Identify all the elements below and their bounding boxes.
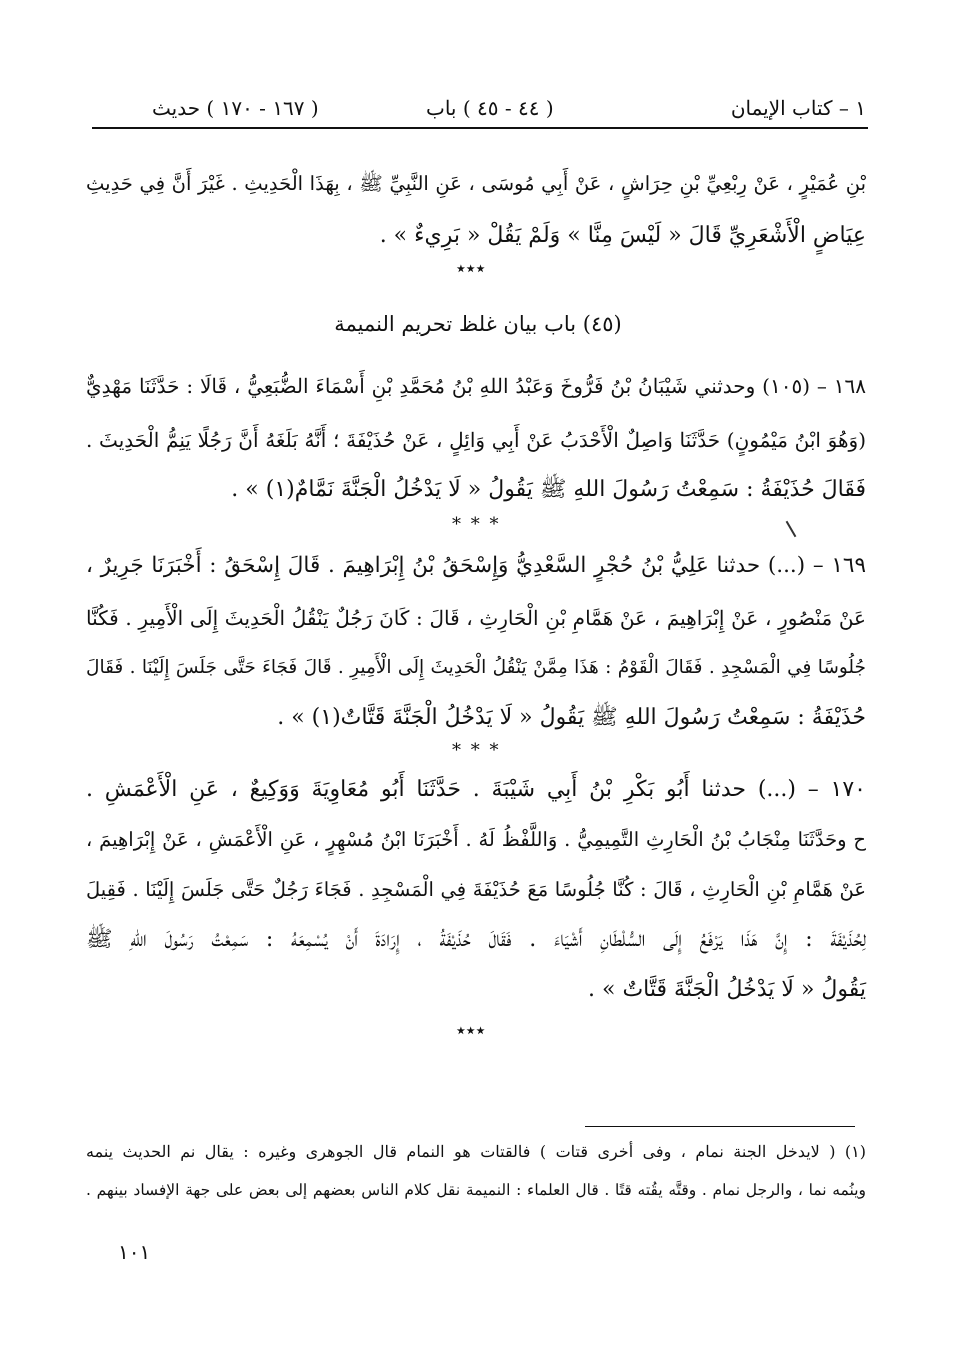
text-line: ١٧٠ – (...) حدثنا أَبُو بَكْرِ بْنُ أَبِي شَيْبَةَ . حَدَّثَنَا أَبُو مُعَاوِيَةَ وَوَكِيعٌ ، عَنِ الْأَعْمَشِ .	[86, 777, 866, 802]
text-line: حُذَيْفَةُ : سَمِعْتُ رَسُولَ اللهِ ﷺ يَقُولُ « لَا يَدْخُلُ الْجَنَّةَ قَتَّاتٌ(١) » .	[277, 705, 866, 730]
separator-stars: ٭٭٭	[456, 258, 486, 279]
text-line: (وَهُوَ ابْنُ مَيْمُونٍ) حَدَّثَنَا وَاصِلٌ الْأَحْدَبُ عَنْ أَبِي وَائِلٍ ، عَنْ حُذَيْفَةَ ؛ أَنَّهُ بَلَغَهُ أَنَّ رَجُلًا يَنِمُّ الْحَدِيثَ .	[86, 428, 866, 452]
text-line: بْنِ عُمَيْرٍ ، عَنْ رِبْعِيِّ بْنِ حِرَاشٍ ، عَنْ أَبِي مُوسَى ، عَنِ النَّبِيِّ ﷺ ، بِهَذَا الْحَدِيثِ . غَيْرَ أَنَّ فِي حَدِيثِ	[86, 172, 866, 195]
separator-stars: * * *	[452, 740, 501, 761]
footnote-line: وينُمه نما ، والرجل نمام . وقتَّه يقُته قتًا . قال العلماء : النميمة نقل كلام الناس بعضهم إلى بعض على جهة الإفساد بينهم .	[86, 1181, 866, 1199]
header-hadith-range: ( ١٦٧ - ١٧٠ ) حديث	[152, 96, 319, 120]
running-header	[96, 92, 866, 126]
header-bab: ( ٤٤ - ٤٥ ) باب	[426, 96, 554, 120]
text-line: ١٦٨ – (١٠٥) وحدثني شَيْبَانُ بْنُ فَرُّوخَ وَعَبْدُ اللهِ بْنُ مُحَمَّدِ بْنِ أَسْمَاءَ الضُّبَعِيُّ ، قَالَا : حَدَّثَنَا مَهْدِيٌّ	[86, 374, 866, 398]
separator-stars: ٭٭٭	[456, 1020, 486, 1041]
page-number: ١٠١	[118, 1240, 151, 1264]
text-line: عَنْ مَنْصُورٍ ، عَنْ إِبْرَاهِيمَ ، عَنْ هَمَّامِ بْنِ الْحَارِثِ ، قَالَ : كَانَ رَجُلٌ يَنْقُلُ الْحَدِيثَ إِلَى الْأَمِيرِ . فَكُنَّا	[86, 606, 866, 630]
text-line: جُلُوسًا فِي الْمَسْجِدِ . فَقَالَ الْقَوْمُ : هَذَا مِمَّنْ يَنْقُلُ الْحَدِيثَ إِلَى الْأَمِيرِ . قَالَ فَجَاءَ حَتَّى جَلَسَ إِلَيْنَا . فَقَالَ	[86, 657, 866, 678]
footnote-line: (١) ( لايدخل الجنة نمام ، وفى أخرى قتات ) فالقتات هو النمام قال الجوهرى وغيره : يقال نم الحديث ينمه	[86, 1142, 866, 1161]
chapter-title: (٤٥) باب بيان غلظ تحريم النميمة	[334, 312, 622, 336]
footnote-rule	[585, 1126, 855, 1127]
text-line: فَقَالَ حُذَيْفَةُ : سَمِعْتُ رَسُولَ اللهِ ﷺ يَقُولُ « لَا يَدْخُلُ الْجَنَّةَ نَمَّامٌ(١) » .	[231, 477, 866, 502]
text-line: ١٦٩ – (...) حدثنا عَلِيُّ بْنُ حُجْرٍ السَّعْدِيُّ وَإِسْحَقُ بْنُ إِبْرَاهِيمَ . قَالَ إِسْحَقُ : أَخْبَرَنَا جَرِيرٌ ،	[86, 553, 866, 578]
header-rule	[92, 127, 868, 129]
text-line: عَنْ هَمَّامِ بْنِ الْحَارِثِ ، قَالَ : كُنَّا جُلُوسًا مَعَ حُذَيْفَةَ فِي الْمَسْجِدِ . فَجَاءَ رَجُلٌ حَتَّى جَلَسَ إِلَيْنَا . فَقِيلَ	[86, 878, 866, 901]
header-chapter: ١ – كتاب الإيمان	[730, 96, 866, 120]
text-line: عِيَاضٍ الْأَشْعَرِيِّ قَالَ « لَيْسَ مِنَّا » وَلَمْ يَقُلْ « بَرِيءٌ » .	[379, 223, 866, 248]
text-line: ح وحَدَّثَنَا مِنْجَابُ بْنُ الْحَارِثِ التَّمِيمِيُّ . وَاللَّفْظُ لَهُ . أَخْبَرَنَا ابْنُ مُسْهِرٍ ، عَنِ الْأَعْمَشِ ، عَنْ إِبْرَاهِيمَ ،	[86, 828, 866, 851]
text-line: يَقُولُ « لَا يَدْخُلُ الْجَنَّةَ قَتَّاتٌ » .	[588, 977, 866, 1002]
separator-stars: * * *	[452, 514, 501, 535]
stray-mark	[786, 521, 797, 538]
text-line: لِحُذَيْفَةَ : إِنَّ هَذَا يَرْفَعُ إِلَى السُّلْطَانِ أَشْيَاءَ . فَقَالَ حُذَيْفَةُ ، إِرَادَةَ أَنْ يُسْمِعَهُ : سَمِعْتُ رَسُولَ اللهِ ﷺ	[86, 927, 866, 952]
